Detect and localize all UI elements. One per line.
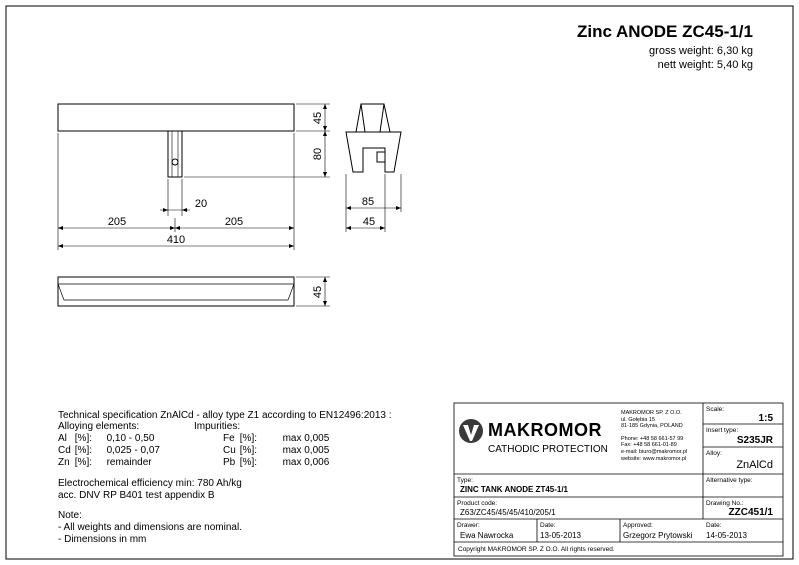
value: 0,025 - 0,07 xyxy=(106,445,160,456)
alloy-row-cd xyxy=(58,445,160,456)
drawing-title: Zinc ANODE ZC45-1/1 xyxy=(576,22,753,41)
element: Cd xyxy=(58,445,71,456)
type-value: ZINC TANK ANODE ZT45-1/1 xyxy=(460,485,569,494)
address-line: 81-185 Gdynia, POLAND xyxy=(621,423,683,430)
alloying-title: Alloying elements: xyxy=(58,421,140,432)
copyright-notice: Copyright MAKROMOR SP. Z O.O. All rights reserved. xyxy=(458,546,615,553)
impurity-row-pb xyxy=(223,457,329,468)
dim-top-height: 45 xyxy=(312,111,324,125)
makromor-logo xyxy=(459,419,483,443)
date-drawn-label: Date: xyxy=(540,522,556,529)
dim-side-width: 85 xyxy=(361,196,375,208)
scale-label: Scale: xyxy=(706,406,725,413)
element: Pb xyxy=(223,457,236,468)
value: remainder xyxy=(106,457,152,468)
dim-right-length: 205 xyxy=(224,216,244,228)
anode-bottom-view xyxy=(58,277,294,306)
drawing-number-value: ZZC451/1 xyxy=(728,507,773,518)
alloy-row-zn xyxy=(58,457,152,468)
element: Zn xyxy=(58,457,70,468)
gross-weight: gross weight: 6,30 kg xyxy=(649,45,753,57)
impurity-row-fe xyxy=(223,433,329,444)
dim-bottom-height: 45 xyxy=(312,285,324,299)
value: max 0,005 xyxy=(282,433,330,444)
alternative-type-label: Alternative type: xyxy=(706,477,753,484)
type-label: Type: xyxy=(457,477,473,484)
value: max 0,005 xyxy=(282,445,330,456)
nett-weight: nett weight: 5,40 kg xyxy=(657,59,753,71)
approved-label: Approved: xyxy=(623,522,653,529)
company-name: MAKROMOR xyxy=(488,420,602,440)
alloy-row-al xyxy=(58,433,154,444)
anode-side-view xyxy=(346,104,401,172)
approved-value: Grzegorz Prytowski xyxy=(623,531,693,540)
company-address xyxy=(621,410,687,462)
insert-label: Insert type: xyxy=(706,427,739,434)
unit: [%]: xyxy=(74,445,93,456)
drawer-value: Ewa Nawrocka xyxy=(460,531,514,540)
product-code-value: Z63/ZC45/45/45/410/205/1 xyxy=(460,508,556,517)
insert-value: S235JR xyxy=(736,435,773,446)
alloy-value: ZnAlCd xyxy=(736,459,773,471)
dimension-labels xyxy=(108,112,375,298)
dim-stem-width: 20 xyxy=(194,198,208,210)
unit: [%]: xyxy=(74,457,93,468)
address-line: Fax: +48 58 661-01-89 xyxy=(621,442,677,449)
insert-stem xyxy=(168,131,182,177)
product-code-label: Product code: xyxy=(457,500,498,507)
value: max 0,006 xyxy=(282,457,330,468)
dimension-lines xyxy=(58,104,401,306)
dim-side-inner: 45 xyxy=(362,216,376,228)
sheet-border xyxy=(6,6,793,559)
acc-text: acc. DNV RP B401 test appendix B xyxy=(58,490,215,501)
efficiency-text: Electrochemical efficiency min: 780 Ah/kg xyxy=(58,478,242,489)
drawing-number-label: Drawing No.: xyxy=(706,500,744,507)
address-line: MAKROMOR SP. Z O.O. xyxy=(621,410,682,416)
drawer-label: Drawer: xyxy=(457,522,480,529)
impurity-row-cu xyxy=(223,445,329,456)
element: Cu xyxy=(223,445,236,456)
address-line: ul. Gołębia 15 xyxy=(621,416,655,423)
company-subtitle: CATHODIC PROTECTION xyxy=(488,444,608,455)
alloy-label: Alloy: xyxy=(706,450,722,457)
unit: [%]: xyxy=(239,445,258,456)
address-line: e-mail: biuro@makromor.pl xyxy=(621,448,688,455)
note-item: - Dimensions in mm xyxy=(58,534,147,545)
anode-bar-front xyxy=(58,104,294,131)
unit: [%]: xyxy=(239,457,258,468)
value: 0,10 - 0,50 xyxy=(106,433,155,444)
unit: [%]: xyxy=(74,433,93,444)
address-line: website: www.makromor.pl xyxy=(621,455,687,462)
element: Fe xyxy=(223,433,235,444)
date-approved-label: Date: xyxy=(706,522,722,529)
scale-value: 1:5 xyxy=(758,413,773,424)
unit: [%]: xyxy=(239,433,258,444)
spec-heading: Technical specification ZnAlCd - alloy type Z1 according to EN12496:2013 : xyxy=(58,410,392,421)
note-title: Note: xyxy=(58,510,82,521)
dim-left-length: 205 xyxy=(107,216,127,228)
dim-total-length: 410 xyxy=(166,234,186,246)
address-line: Phone: +48 58 661-57 99 xyxy=(621,435,684,442)
note-item: - All weights and dimensions are nominal. xyxy=(58,522,242,533)
date-approved-value: 14-05-2013 xyxy=(706,531,747,540)
dim-stem-height: 80 xyxy=(312,147,324,161)
dimension-arrows xyxy=(58,104,401,306)
impurities-title: Impurities: xyxy=(194,421,241,432)
element: Al xyxy=(58,433,67,444)
date-drawn-value: 13-05-2013 xyxy=(540,531,581,540)
